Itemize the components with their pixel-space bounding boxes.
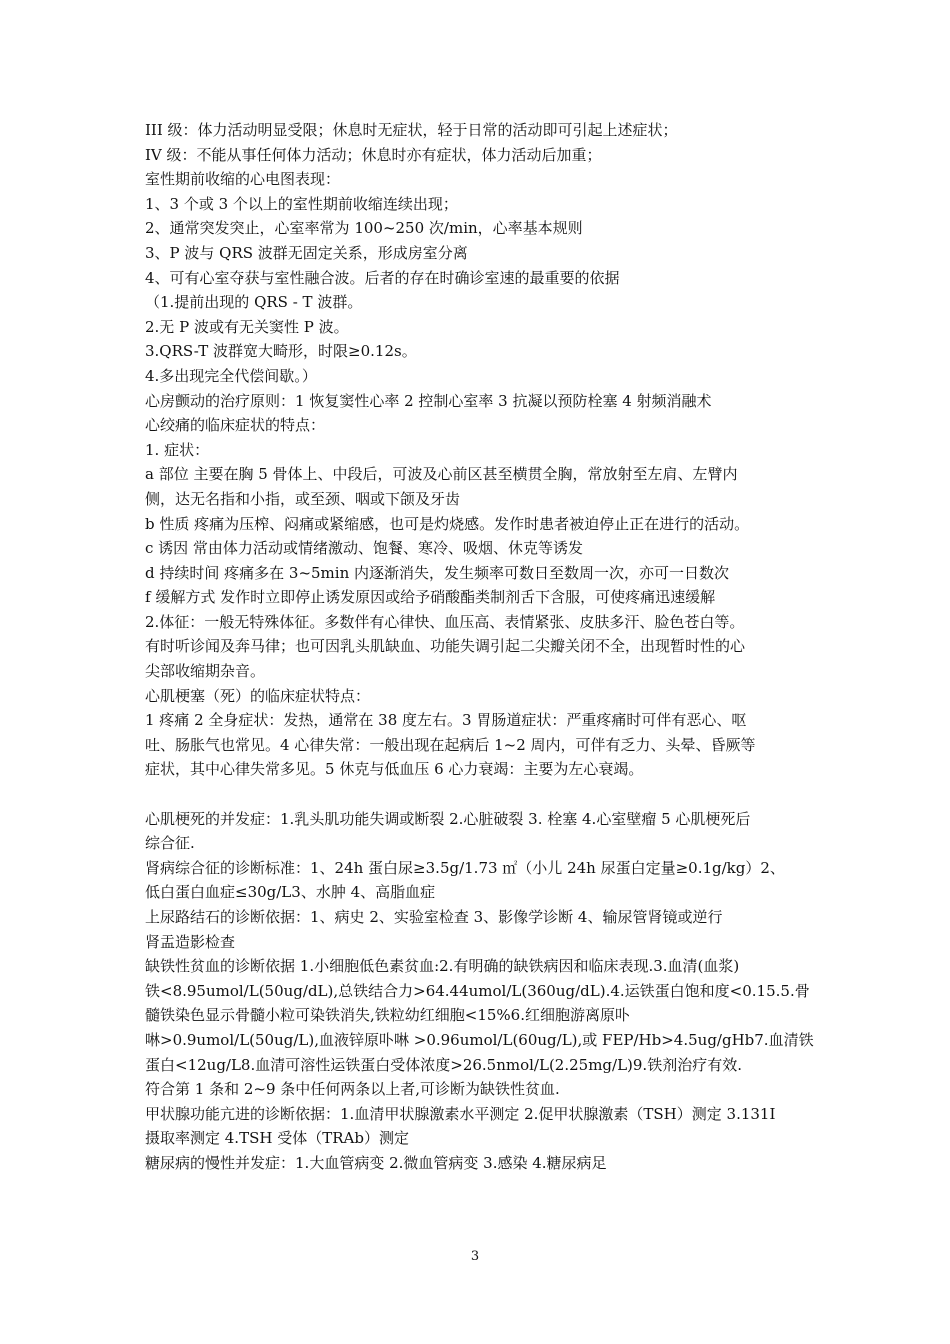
text-line: 尖部收缩期杂音。	[145, 662, 266, 681]
section-heading: 心绞痛的临床症状的特点：	[145, 416, 326, 435]
text-line: 综合征.	[145, 834, 195, 853]
section-heading: 心肌梗塞（死）的临床症状特点：	[145, 686, 371, 705]
text-line: 2、通常突发突止，心室率常为 100~250 次/min，心率基本规则	[145, 219, 583, 238]
text-line: 1 疼痛 2 全身症状：发热，通常在 38 度左右。3 胃肠道症状：严重疼痛时可伴有恶心、呕	[145, 711, 747, 730]
text-line: III 级：体力活动明显受限；休息时无症状，轻于日常的活动即可引起上述症状；	[145, 121, 678, 139]
text-line: 1、3 个或 3 个以上的室性期前收缩连续出现；	[145, 194, 458, 213]
text-line: 铁<8.95umol/L(50ug/dL),总铁结合力>64.44umol/L(360ug/dL).4.运铁蛋白饱和度<0.15.5.骨	[145, 981, 810, 1000]
text-line: f 缓解方式 发作时立即停止诱发原因或给予硝酸酯类制剂舌下含服，可使疼痛迅速缓解	[145, 588, 716, 607]
text-line: 有时听诊闻及奔马律；也可因乳头肌缺血、功能失调引起二尖瓣关闭不全，出现暂时性的心	[145, 637, 746, 656]
text-line: b 性质 疼痛为压榨、闷痛或紧缩感，也可是灼烧感。发作时患者被迫停止正在进行的活动。	[145, 514, 750, 533]
text-line: 肾病综合征的诊断标准：1、24h 蛋白尿≥3.5g/1.73 ㎡（小儿 24h 尿蛋白定量≥0.1g/kg）2、	[145, 858, 785, 877]
text-line: 1. 症状：	[145, 440, 210, 459]
text-line: 糖尿病的慢性并发症：1.大血管病变 2.微血管病变 3.感染 4.糖尿病足	[145, 1153, 607, 1172]
text-line: 肾盂造影检查	[145, 932, 236, 951]
text-line: 4、可有心室夺获与室性融合波。后者的存在时确诊室速的最重要的依据	[145, 268, 620, 287]
text-line: 2.体征：一般无特殊体征。多数伴有心律快、血压高、表情紧张、皮肤多汗、脸色苍白等。	[145, 612, 745, 631]
text-line: 4.多出现完全代偿间歇。）	[145, 366, 317, 385]
text-line: 啉>0.9umol/L(50ug/L),血液锌原卟啉 >0.96umol/L(60ug/L),或 FEP/Hb>4.5ug/gHb7.血清铁	[145, 1030, 814, 1049]
text-line: 髓铁染色显示骨髓小粒可染铁消失,铁粒幼红细胞<15%6.红细胞游离原卟	[145, 1006, 630, 1025]
text-line: 蛋白<12ug/L8.血清可溶性运铁蛋白受体浓度>26.5nmol/L(2.25mg/L)9.铁剂治疗有效.	[145, 1055, 742, 1074]
text-line: 2.无 P 波或有无关窦性 P 波。	[145, 317, 349, 336]
text-line: 心房颤动的治疗原则：1 恢复窦性心率 2 控制心室率 3 抗凝以预防栓塞 4 射频消融术	[145, 391, 712, 410]
document-body	[145, 118, 813, 1176]
text-line: 3、P 波与 QRS 波群无固定关系，形成房室分离	[145, 243, 468, 262]
text-line: 摄取率测定 4.TSH 受体（TRAb）测定	[145, 1129, 409, 1148]
text-line: （1.提前出现的 QRS - T 波群。	[145, 293, 363, 312]
text-line: 缺铁性贫血的诊断依据 1.小细胞低色素贫血:2.有明确的缺铁病因和临床表现.3.血清(血浆)	[145, 957, 740, 976]
text-line: 3.QRS-T 波群宽大畸形，时限≥0.12s。	[145, 342, 417, 361]
text-line: 吐、肠胀气也常见。4 心律失常：一般出现在起病后 1~2 周内，可伴有乏力、头晕、昏厥等	[145, 735, 756, 754]
text-line: a 部位 主要在胸 5 骨体上、中段后，可波及心前区甚至横贯全胸，常放射至左肩、左臂内	[145, 465, 738, 484]
text-line: d 持续时间 疼痛多在 3~5min 内逐渐消失，发生频率可数日至数周一次，亦可一日数次	[145, 563, 730, 582]
text-line: 症状，其中心律失常多见。5 休克与低血压 6 心力衰竭：主要为左心衰竭。	[145, 760, 644, 779]
text-line: c 诱因 常由体力活动或情绪激动、饱餐、寒冷、吸烟、休克等诱发	[145, 539, 583, 558]
text-line: 上尿路结石的诊断依据：1、病史 2、实验室检查 3、影像学诊断 4、输尿管肾镜或逆行	[145, 908, 723, 926]
text-line: 侧，达无名指和小指，或至颈、咽或下颌及牙齿	[145, 489, 461, 508]
text-line: 低白蛋白血症≤30g/L3、水肿 4、高脂血症	[145, 883, 436, 902]
page-number: 3	[470, 1249, 480, 1264]
blank-line	[145, 782, 813, 807]
text-line: 甲状腺功能亢进的诊断依据：1.血清甲状腺激素水平测定 2.促甲状腺激素（TSH）测定 3.131I	[145, 1104, 776, 1123]
text-line: IV 级：不能从事任何体力活动；休息时亦有症状，体力活动后加重；	[145, 145, 602, 164]
text-line: 符合第 1 条和 2~9 条中任何两条以上者,可诊断为缺铁性贫血.	[145, 1080, 560, 1099]
section-heading: 室性期前收缩的心电图表现：	[145, 170, 341, 189]
text-line: 心肌梗死的并发症：1.乳头肌功能失调或断裂 2.心脏破裂 3. 栓塞 4.心室壁瘤 5 心肌梗死后	[145, 809, 751, 828]
